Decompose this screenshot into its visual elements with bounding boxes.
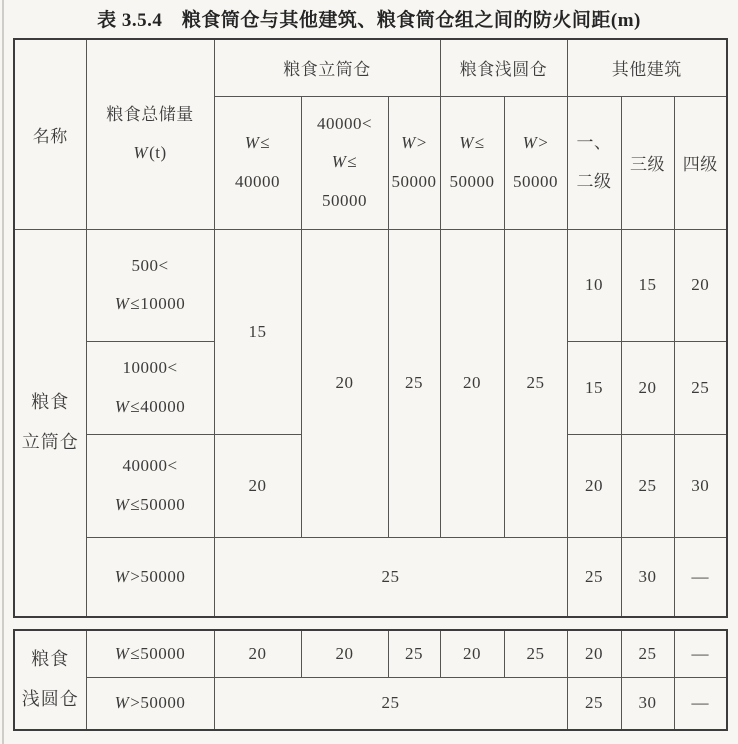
header-silo-small xyxy=(214,96,301,229)
range-line: W≤10000 xyxy=(114,294,186,313)
range-line: 10000< xyxy=(122,358,178,378)
cell-s1-shallow-large: 25 xyxy=(504,630,567,677)
header-grade-4: 四级 xyxy=(674,96,727,229)
header-line: 50000 xyxy=(513,171,558,191)
cell-r3-grade3: 25 xyxy=(621,434,674,537)
cell-r2-grade3: 20 xyxy=(621,341,674,434)
header-line: 40000 xyxy=(235,171,280,191)
cell-r3-grade4: 30 xyxy=(674,434,727,537)
header-line: W≤ xyxy=(244,133,271,153)
cell-s1-grade3: 25 xyxy=(621,630,674,677)
cell-shallow-large-merged: 25 xyxy=(504,229,567,537)
cell-r1-grade3: 15 xyxy=(621,229,674,341)
header-line: W> xyxy=(522,133,549,153)
row-label-line: 立筒仓 xyxy=(21,431,79,452)
row-label-line: 粮食 xyxy=(31,392,70,413)
header-line: 一、 xyxy=(576,133,612,153)
cell-r3-grade12: 20 xyxy=(567,434,621,537)
cell-r4-grade12: 25 xyxy=(567,537,621,617)
header-line: W≤ xyxy=(459,133,485,153)
cell-r4-all-silos: 25 xyxy=(214,537,567,617)
cell-silo-small-r1r2: 15 xyxy=(214,229,301,434)
cell-shallow-small-merged: 20 xyxy=(440,229,504,537)
cell-s1-grade12: 20 xyxy=(567,630,621,677)
cell-r4-grade3: 30 xyxy=(621,537,674,617)
header-grade-1-2 xyxy=(567,96,621,229)
header-total-storage xyxy=(86,39,214,229)
range-line: W≤50000 xyxy=(114,494,186,514)
cell-s2-grade3: 30 xyxy=(621,677,674,730)
header-grade-3: 三级 xyxy=(621,96,674,229)
cell-s1-silo-mid: 20 xyxy=(301,630,388,677)
cell-shallow-range-over-50000: W>50000 xyxy=(86,677,214,730)
header-line: 50000 xyxy=(322,190,367,210)
cell-range-40000-50000 xyxy=(86,434,214,537)
range-line: W≤40000 xyxy=(114,396,186,416)
cell-s1-grade4: — xyxy=(674,630,727,677)
cell-silo-mid-merged: 20 xyxy=(301,229,388,537)
cell-r1-grade4: 20 xyxy=(674,229,727,341)
range-line: 500< xyxy=(131,255,169,275)
cell-r2-grade12: 15 xyxy=(567,341,621,434)
cell-s1-shallow-small: 20 xyxy=(440,630,504,677)
header-shallow-large xyxy=(504,96,567,229)
header-group-other-buildings: 其他建筑 xyxy=(567,39,727,96)
cell-range-500-10000 xyxy=(86,229,214,341)
header-name: 名称 xyxy=(14,39,86,229)
header-group-shallow-silo: 粮食浅圆仓 xyxy=(440,39,567,96)
header-total-storage-line2: W(t) xyxy=(133,143,167,163)
row-label-shallow-silo xyxy=(14,630,86,730)
header-group-vertical-silo: 粮食立筒仓 xyxy=(214,39,440,96)
header-total-storage-line1: 粮食总储量 xyxy=(106,105,194,124)
cell-r3-silo-small: 20 xyxy=(214,434,301,537)
cell-s2-grade4: — xyxy=(674,677,727,730)
header-line: 50000 xyxy=(449,171,495,191)
header-silo-mid xyxy=(301,96,388,229)
cell-s2-grade12: 25 xyxy=(567,677,621,730)
row-label-line: 粮食 xyxy=(31,649,70,670)
header-line: 二级 xyxy=(576,171,612,191)
header-line: W> xyxy=(401,133,427,153)
cell-silo-large-merged: 25 xyxy=(388,229,440,537)
cell-s1-silo-small: 20 xyxy=(214,630,301,677)
row-label-line: 浅圆仓 xyxy=(21,689,79,709)
table-title: 表 3.5.4 粮食筒仓与其他建筑、粮食筒仓组之间的防火间距(m) xyxy=(97,10,641,31)
range-line: 40000< xyxy=(122,456,178,476)
header-silo-large xyxy=(388,96,440,229)
cell-s1-silo-large: 25 xyxy=(388,630,440,677)
cell-range-over-50000: W>50000 xyxy=(86,537,214,617)
fire-distance-table-main xyxy=(13,38,728,618)
cell-s2-all-silos: 25 xyxy=(214,677,567,730)
cell-r1-grade12: 10 xyxy=(567,229,621,341)
cell-r4-grade4: — xyxy=(674,537,727,617)
header-line: 40000< xyxy=(316,114,373,134)
page-gutter-line xyxy=(2,0,4,744)
row-label-vertical-silo xyxy=(14,229,86,617)
cell-r2-grade4: 25 xyxy=(674,341,727,434)
header-line: W≤ xyxy=(331,152,358,172)
header-shallow-small xyxy=(440,96,504,229)
cell-range-10000-40000 xyxy=(86,341,214,434)
cell-shallow-range-under-50000: W≤50000 xyxy=(86,630,214,677)
fire-distance-table-shallow-section xyxy=(13,629,728,731)
header-line: 50000 xyxy=(391,171,437,191)
